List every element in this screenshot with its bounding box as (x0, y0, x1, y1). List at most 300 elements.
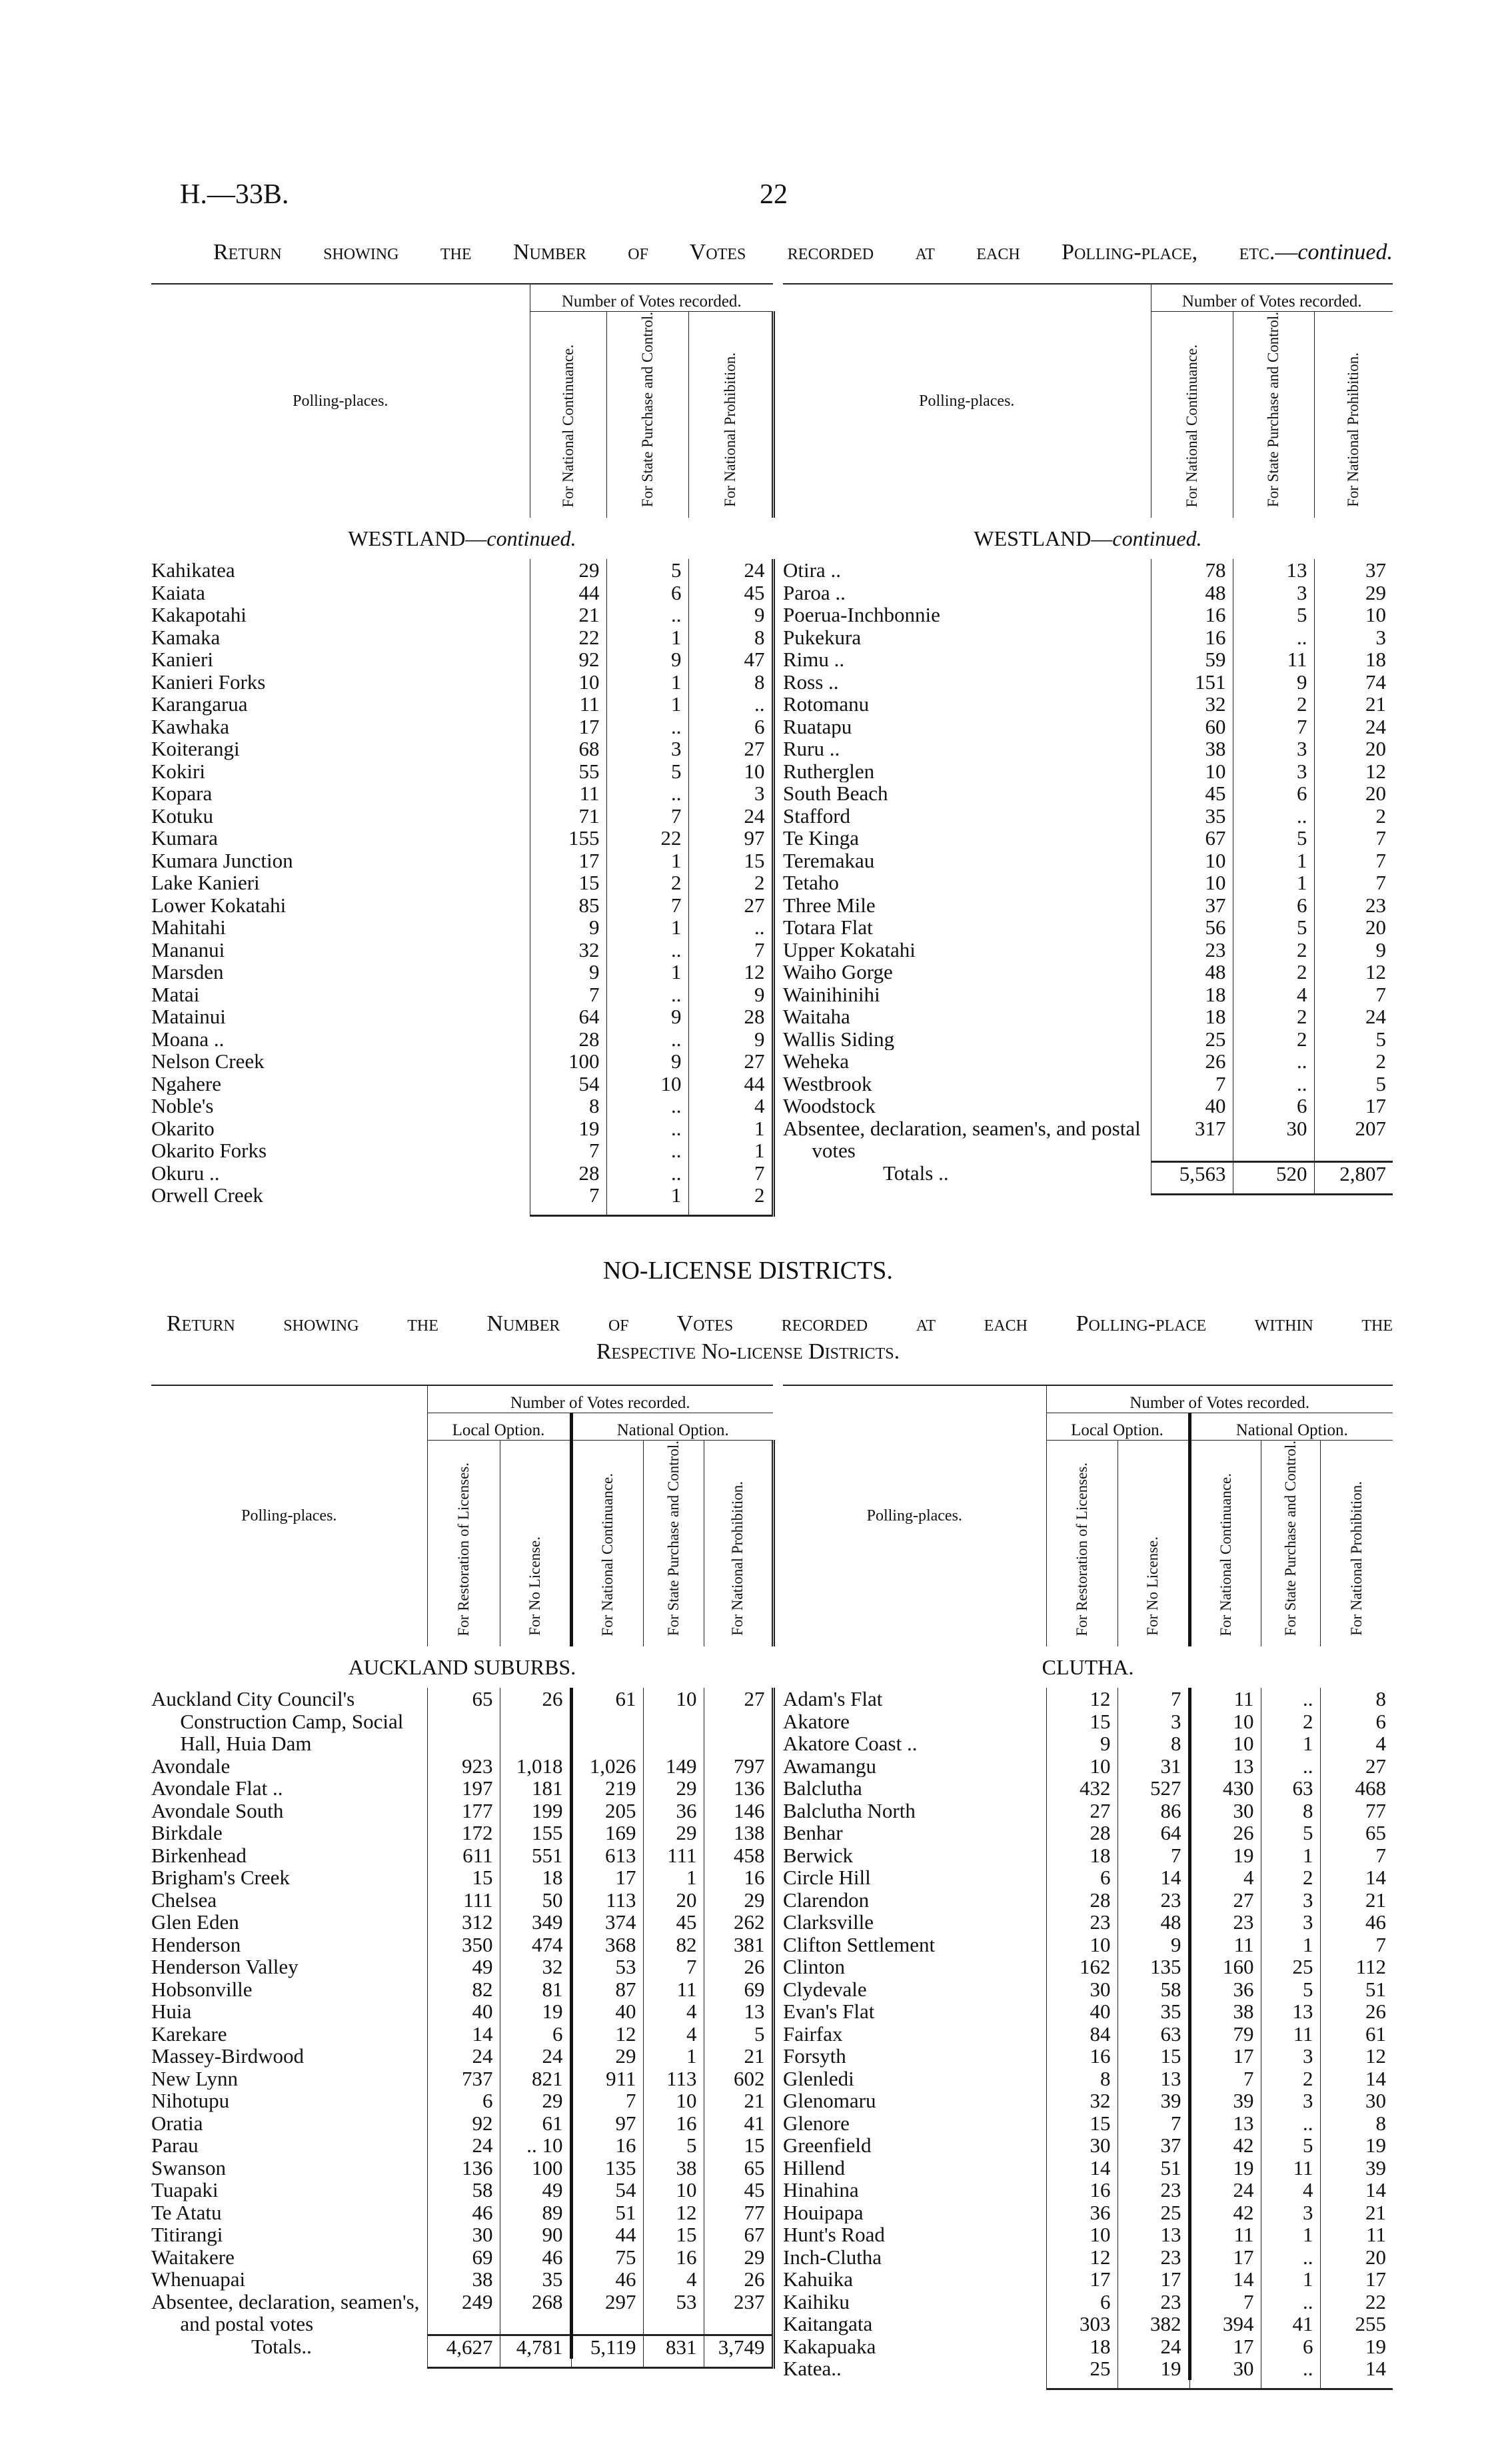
table-row (151, 626, 773, 649)
section-heading-italic: continued. (486, 526, 576, 550)
vote-count: 10 (1046, 2223, 1118, 2246)
col-state-purchase: For State Purchase and Control. (638, 312, 656, 508)
vote-count: 51 (1320, 1978, 1393, 2001)
polling-place-name (151, 894, 530, 917)
vote-count: 1 (643, 1866, 704, 1889)
vote-count: 30 (1320, 2090, 1393, 2112)
table-row (151, 1028, 773, 1051)
polling-place-name (783, 2068, 1046, 2090)
vote-count: 59 (1151, 648, 1233, 671)
vote-count: 67 (704, 2223, 773, 2246)
vote-count: 737 (427, 2068, 500, 2090)
vote-count: 47 (688, 648, 773, 671)
top-title-text: Return showing the Number of Votes recorded at each Polling-place, etc.— (213, 240, 1298, 265)
vote-count: 15 (704, 2134, 773, 2157)
vote-count: 19 (1320, 2335, 1393, 2358)
vote-count: 75 (571, 2246, 643, 2269)
vote-count: 7 (530, 1184, 606, 1207)
vote-count: .. (688, 693, 773, 716)
vote-count: 10 (1151, 850, 1233, 872)
rule-cell (151, 1207, 530, 1216)
vote-count: 2 (1233, 1005, 1314, 1028)
polling-place-name (783, 827, 1151, 850)
vote-count: 458 (704, 1844, 773, 1867)
section-heading-row (151, 518, 773, 559)
polling-place-text: Clifton Settlement (783, 1933, 936, 1956)
vote-count: 1 (606, 693, 688, 716)
table-row (151, 872, 773, 894)
vote-count: 5 (606, 760, 688, 783)
vote-count: 10 (643, 2090, 704, 2112)
vote-count: 2 (1233, 961, 1314, 983)
vote-count: 24 (427, 2045, 500, 2068)
vote-count: 10 (1151, 872, 1233, 894)
polling-place-text: Westbrook (783, 1072, 872, 1095)
vote-count: 82 (427, 1978, 500, 2001)
vote-count: .. (1261, 2246, 1320, 2269)
vote-count: 7 (606, 805, 688, 828)
table-row (151, 2068, 773, 2090)
vote-count: 4 (643, 2023, 704, 2046)
vote-count: 69 (704, 1978, 773, 2001)
vote-count: 7 (643, 1956, 704, 1978)
polling-place-name (151, 648, 530, 671)
vote-count: 19 (1320, 2134, 1393, 2157)
vote-count: 23 (1118, 2246, 1189, 2269)
vote-count: 13 (1189, 2112, 1261, 2135)
vote-count: 86 (1118, 1800, 1189, 1822)
table-row (151, 1162, 773, 1185)
polling-place-text: Henderson (151, 1933, 241, 1956)
vote-count: 136 (704, 1777, 773, 1800)
vote-count: 90 (500, 2223, 571, 2246)
polling-place-text: Glenledi (783, 2067, 854, 2090)
vote-count: 8 (1118, 1732, 1189, 1755)
polling-place-name (151, 1866, 427, 1889)
vote-count: 37 (1151, 894, 1233, 917)
votes-recorded-header: Number of Votes recorded. (1046, 1385, 1393, 1413)
vote-count: 831 (643, 2335, 704, 2359)
polling-place-text: Clarksville (783, 1911, 874, 1934)
vote-count: 8 (688, 671, 773, 694)
polling-place-text: Huia (151, 2000, 192, 2023)
table-row (151, 604, 773, 626)
vote-count: 374 (571, 1911, 643, 1934)
page-number: 22 (760, 179, 788, 210)
vote-count: 4 (688, 1095, 773, 1117)
vote-count: 22 (1320, 2291, 1393, 2313)
table-row (151, 1050, 773, 1073)
vote-count: 10 (1189, 1732, 1261, 1755)
table-row (783, 1050, 1393, 1073)
vote-count: 3 (606, 738, 688, 760)
vote-count: 17 (1189, 2335, 1261, 2358)
vote-count: 368 (571, 1934, 643, 1956)
polling-place-text: Oratia (151, 2112, 203, 2135)
polling-place-text: Nihotupu (151, 2090, 230, 2112)
document-code-text: H.—33 (180, 179, 263, 210)
table-end-rule (783, 1185, 1393, 1195)
vote-count: 17 (1189, 2045, 1261, 2068)
vote-count: 923 (427, 1755, 500, 1778)
polling-place-name (783, 782, 1151, 805)
section-heading-row (151, 1646, 773, 1688)
polling-place-name (151, 1911, 427, 1934)
vote-count: 7 (1151, 1073, 1233, 1095)
polling-place-text: Ngahere (151, 1072, 221, 1095)
vote-count: 46 (427, 2201, 500, 2224)
table-row (783, 1956, 1393, 1978)
polling-place-text: Waitaha (783, 1005, 850, 1028)
vote-count: 11 (1189, 1934, 1261, 1956)
polling-place-text: Lower Kokatahi (151, 894, 287, 917)
vote-count: 45 (704, 2179, 773, 2201)
vote-count: 18 (500, 1866, 571, 1889)
vote-count: 9 (688, 604, 773, 626)
table-row (151, 1934, 773, 1956)
vote-count: 27 (688, 894, 773, 917)
polling-place-text: Parau (151, 2134, 199, 2157)
vote-count: 20 (1314, 782, 1393, 805)
table-row (151, 2090, 773, 2112)
col-state-purchase: For State Purchase and Control. (664, 1441, 682, 1636)
vote-count: 29 (500, 2090, 571, 2112)
polling-place-name (151, 2000, 427, 2023)
vote-count: 3 (1314, 626, 1393, 649)
polling-place-name (783, 939, 1151, 961)
vote-count: 4 (1261, 2179, 1320, 2201)
vote-count: 48 (1151, 582, 1233, 604)
table-row (151, 2045, 773, 2068)
vote-count: 44 (530, 582, 606, 604)
rule-cell (1118, 2380, 1189, 2389)
table-row (151, 2268, 773, 2291)
vote-count: 12 (688, 961, 773, 983)
table-row (151, 1800, 773, 1822)
polling-place-name (783, 2268, 1046, 2291)
vote-count: 6 (500, 2023, 571, 2046)
section-heading (151, 518, 773, 559)
polling-place-name (783, 1800, 1046, 1822)
vote-count: 21 (704, 2090, 773, 2112)
table-row (151, 894, 773, 917)
section-heading-text: WESTLAND— (348, 526, 487, 550)
vote-count: 15 (1046, 2112, 1118, 2135)
vote-count: 9 (606, 648, 688, 671)
polling-place-name (151, 872, 530, 894)
vote-count: 3 (1233, 582, 1314, 604)
table-row (151, 850, 773, 872)
vote-count: 61 (1320, 2023, 1393, 2046)
polling-place-text: Hinahina (783, 2179, 859, 2201)
polling-place-name (783, 983, 1151, 1006)
polling-place-text: Stafford (783, 804, 851, 828)
table-row (151, 1688, 773, 1755)
polling-place-text: Paroa .. (783, 581, 846, 604)
vote-count: 13 (1118, 2068, 1189, 2090)
polling-place-name (151, 782, 530, 805)
vote-count: .. (606, 1028, 688, 1051)
vote-count: 49 (500, 2179, 571, 2201)
vote-count: 24 (688, 559, 773, 582)
vote-count: 40 (571, 2000, 643, 2023)
section-heading-row (783, 1646, 1393, 1688)
vote-count: 7 (1314, 983, 1393, 1006)
vote-count: 9 (1046, 1732, 1118, 1755)
polling-place-name (783, 2179, 1046, 2201)
vote-count: 3 (688, 782, 773, 805)
polling-place-name (783, 2045, 1046, 2068)
polling-place-text: Benhar (783, 1822, 843, 1844)
polling-place-text: Auckland City Council's Construction Camp, Social Hall, Huia Dam (151, 1688, 404, 1755)
vote-count: 7 (1118, 2112, 1189, 2135)
polling-place-name (151, 582, 530, 604)
table-row (151, 2223, 773, 2246)
no-license-subtitle-1: Return showing the Number of Votes recorded at each Polling-place within the (167, 1311, 1393, 1336)
vote-count: 32 (500, 1956, 571, 1978)
polling-place-name (151, 1755, 427, 1778)
vote-count: 38 (1151, 738, 1233, 760)
vote-count: 1 (1261, 1844, 1320, 1867)
vote-count: 16 (571, 2134, 643, 2157)
vote-count: 27 (704, 1688, 773, 1755)
vote-count: 5,563 (1151, 1162, 1233, 1185)
polling-place-name (783, 1710, 1046, 1733)
national-option-header: National Option. (1189, 1413, 1393, 1441)
polling-place-text: Kokiri (151, 760, 205, 783)
table-row (783, 2112, 1393, 2135)
vote-count: 32 (1046, 2090, 1118, 2112)
table-row (783, 827, 1393, 850)
table-row (151, 2134, 773, 2157)
vote-count: 30 (1046, 2134, 1118, 2157)
vote-count: 16 (704, 1866, 773, 1889)
polling-place-text: Pukekura (783, 626, 862, 649)
vote-count: 21 (530, 604, 606, 626)
polling-place-name (151, 850, 530, 872)
polling-place-text: Kawhaka (151, 715, 230, 738)
national-option-header: National Option. (571, 1413, 773, 1441)
vote-count: 5 (606, 559, 688, 582)
table-row (151, 1889, 773, 1912)
polling-place-text: Evan's Flat (783, 2000, 875, 2023)
vote-count: 1 (606, 916, 688, 939)
vote-count: 17 (1189, 2246, 1261, 2269)
vote-count: 25 (1151, 1028, 1233, 1051)
westland-table-right (783, 283, 1393, 1195)
table-row (783, 1688, 1393, 1710)
vote-count: 7 (1233, 716, 1314, 738)
vote-count: 16 (1151, 626, 1233, 649)
polling-place-text: Katea.. (783, 2357, 842, 2380)
polling-place-name (151, 939, 530, 961)
polling-place-text: New Lynn (151, 2067, 239, 2090)
vote-count: 197 (427, 1777, 500, 1800)
polling-place-name (783, 1050, 1151, 1073)
table-row (783, 2268, 1393, 2291)
vote-count: 97 (688, 827, 773, 850)
vote-count: 20 (1314, 916, 1393, 939)
polling-place-name (151, 2246, 427, 2269)
table-row (151, 2112, 773, 2135)
vote-count: 23 (1314, 894, 1393, 917)
vote-count: 21 (1320, 2201, 1393, 2224)
vote-count: 262 (704, 1911, 773, 1934)
vote-count: 26 (1320, 2000, 1393, 2023)
vote-count: 4 (1189, 1866, 1261, 1889)
polling-place-name (151, 1777, 427, 1800)
polling-place-text: Kumara Junction (151, 849, 293, 872)
table-row (783, 782, 1393, 805)
vote-count: 31 (1118, 1755, 1189, 1778)
vote-count: 24 (500, 2045, 571, 2068)
vote-count: 46 (1320, 1911, 1393, 1934)
polling-place-text: Inch-Clutha (783, 2245, 882, 2269)
vote-count: 55 (530, 760, 606, 783)
vote-count: 23 (1046, 1911, 1118, 1934)
polling-place-text: Kamaka (151, 626, 221, 649)
vote-count: 6 (1046, 2291, 1118, 2313)
local-option-header: Local Option. (427, 1413, 571, 1441)
vote-count: 51 (1118, 2157, 1189, 2179)
vote-count: 551 (500, 1844, 571, 1867)
table-row (783, 850, 1393, 872)
vote-count: 11 (1261, 2157, 1320, 2179)
polling-place-text: Awamangu (783, 1754, 877, 1778)
vote-count: 349 (500, 1911, 571, 1934)
vote-count: 3 (1261, 2045, 1320, 2068)
vote-count: .. (1261, 2291, 1320, 2313)
auckland-suburbs-table (151, 1385, 775, 2369)
polling-place-name (783, 2223, 1046, 2246)
polling-place-name (783, 2090, 1046, 2112)
vote-count: 6 (606, 582, 688, 604)
vote-count: 42 (1189, 2201, 1261, 2224)
vote-count: 41 (1261, 2313, 1320, 2335)
vote-count: 2 (606, 872, 688, 894)
col-national-continuance: For National Continuance. (559, 344, 576, 508)
polling-place-name (783, 872, 1151, 894)
vote-count: 4 (643, 2268, 704, 2291)
polling-place-text: Absentee, declaration, seamen's, and postal votes (783, 1117, 1141, 1162)
vote-count: 85 (530, 894, 606, 917)
table-end-rule (151, 2359, 773, 2368)
polling-place-text: Glen Eden (151, 1911, 239, 1934)
vote-count: .. (688, 916, 773, 939)
polling-place-text: Ross .. (783, 670, 839, 694)
vote-count: 1 (1233, 850, 1314, 872)
vote-count: .. (1233, 1050, 1314, 1073)
table-row (783, 2179, 1393, 2201)
table-row (783, 2068, 1393, 2090)
polling-place-text: Titirangi (151, 2223, 223, 2246)
polling-place-name (783, 916, 1151, 939)
polling-place-text: Glenomaru (783, 2090, 876, 2112)
vote-count: 17 (1118, 2268, 1189, 2291)
table-row (151, 716, 773, 738)
polling-place-name (151, 2023, 427, 2046)
vote-count: 49 (427, 1956, 500, 1978)
polling-place-text: Glenore (783, 2112, 850, 2135)
vote-count: 9 (1118, 1934, 1189, 1956)
polling-place-text: Avondale Flat .. (151, 1777, 283, 1800)
polling-place-name (151, 1073, 530, 1095)
table-row (783, 2335, 1393, 2358)
polling-place-text: Totara Flat (783, 916, 873, 939)
polling-place-text: Houipapa (783, 2201, 864, 2224)
vote-count: 249 (427, 2291, 500, 2335)
polling-place-text: Birkdale (151, 1822, 223, 1844)
vote-count: 602 (704, 2068, 773, 2090)
vote-count: 19 (530, 1117, 606, 1140)
vote-count: 10 (1046, 1755, 1118, 1778)
polling-place-name (151, 1050, 530, 1073)
vote-count: 14 (1320, 2357, 1393, 2380)
table-row (151, 916, 773, 939)
table-row (783, 2000, 1393, 2023)
polling-place-name (151, 1688, 427, 1755)
polling-places-header: Polling-places. (293, 392, 388, 410)
vote-count: 17 (571, 1866, 643, 1889)
rule-cell (571, 2359, 643, 2368)
table-row (151, 1978, 773, 2001)
vote-count: 24 (1314, 716, 1393, 738)
vote-count: 28 (1046, 1822, 1118, 1844)
polling-place-name (783, 760, 1151, 783)
vote-count: 11 (530, 693, 606, 716)
vote-count: 12 (643, 2201, 704, 2224)
vote-count: 58 (427, 2179, 500, 2201)
vote-count: 42 (1189, 2134, 1261, 2157)
vote-count: 317 (1151, 1117, 1233, 1162)
polling-place-name (783, 2023, 1046, 2046)
table-row (783, 872, 1393, 894)
table-row (151, 1139, 773, 1162)
polling-place-name (783, 894, 1151, 917)
polling-place-text: Mahitahi (151, 916, 226, 939)
polling-place-name (151, 1095, 530, 1117)
table-row (783, 716, 1393, 738)
polling-place-name (151, 2112, 427, 2135)
vote-count: 74 (1314, 671, 1393, 694)
table-row (783, 1934, 1393, 1956)
vote-count: 350 (427, 1934, 500, 1956)
vote-count: .. (1261, 2357, 1320, 2380)
vote-count: 394 (1189, 2313, 1261, 2335)
rule-cell (688, 1207, 773, 1216)
vote-count: 21 (1320, 1889, 1393, 1912)
polling-place-name (783, 1911, 1046, 1934)
vote-count: .. (606, 716, 688, 738)
vote-count: 81 (500, 1978, 571, 2001)
polling-place-name (783, 2291, 1046, 2313)
rule-cell (1151, 1185, 1233, 1195)
vote-count: 45 (1151, 782, 1233, 805)
vote-count: 29 (643, 1822, 704, 1844)
table-row (783, 1710, 1393, 1733)
vote-count: 15 (688, 850, 773, 872)
table-row (151, 559, 773, 582)
vote-count: 21 (1314, 693, 1393, 716)
table-row (783, 1889, 1393, 1912)
table-row (783, 604, 1393, 626)
table-row (783, 1117, 1393, 1162)
table-row (151, 582, 773, 604)
vote-count: 23 (1151, 939, 1233, 961)
table-row (783, 1844, 1393, 1867)
vote-count: 3 (1118, 1710, 1189, 1733)
table-row (783, 2045, 1393, 2068)
